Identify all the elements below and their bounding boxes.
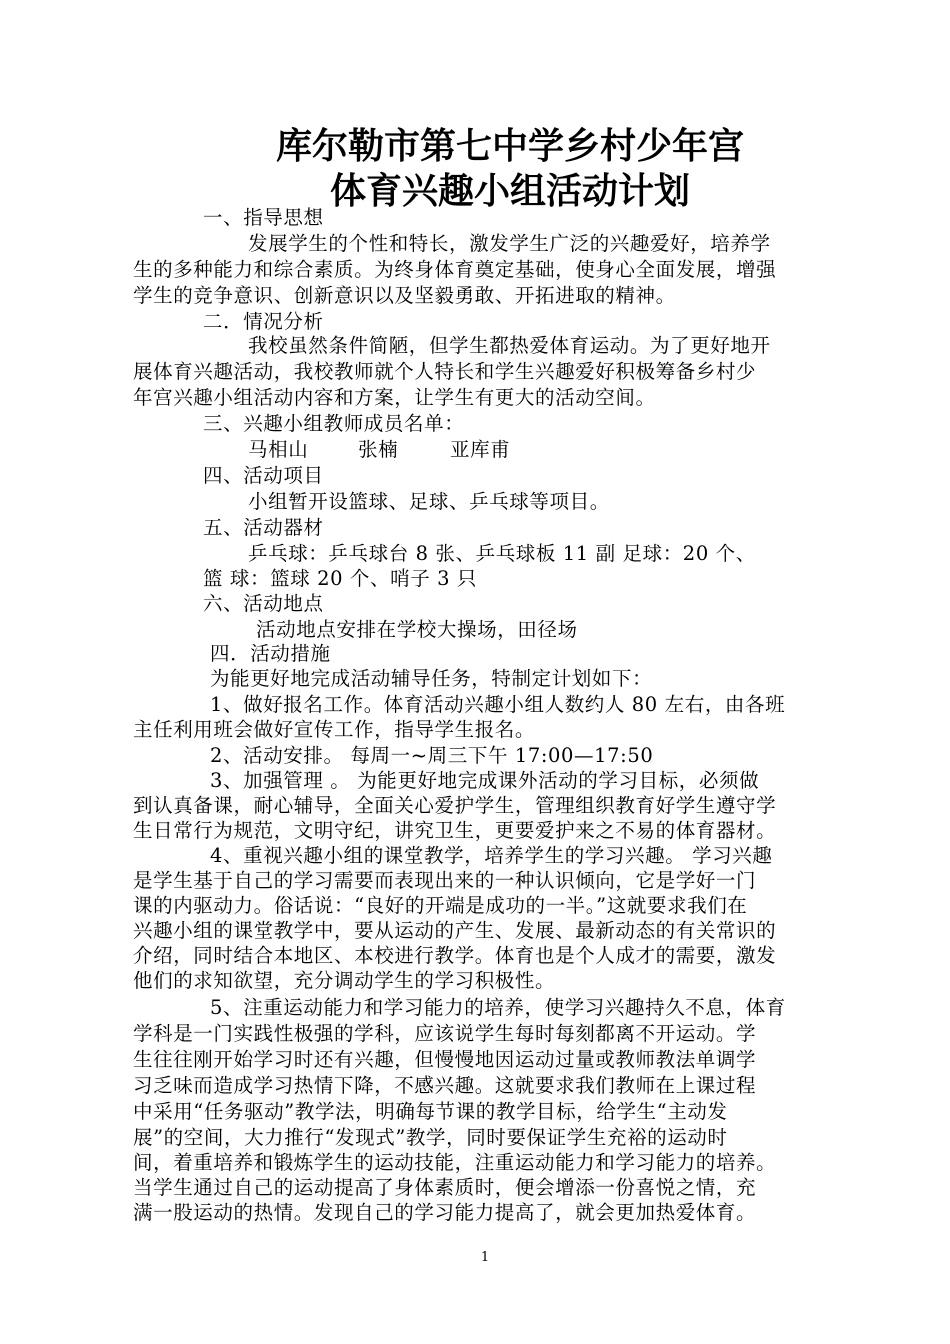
measure-5: 中采用“任务驱动”教学法，明确每节课的教学目标，给学生“主动发 [133,1100,728,1123]
measure-4: 4、重视兴趣小组的课堂教学，培养学生的学习兴趣。 学习兴趣 [210,844,773,867]
measure-5: 生往往刚开始学习时还有兴趣，但慢慢地因运动过量或教师教法单调学 [133,1048,757,1071]
section-1-heading: 一、指导思想 [203,206,324,229]
measure-5: 间，着重培养和锻炼学生的运动技能，注重运动能力和学习能力的培养。 [133,1151,777,1174]
section-6-heading: 六、活动地点 [203,592,324,615]
section-5-text: 乒乓球：乒乓球台 8 张、乒乓球板 11 副 足球：20 个、 [248,542,756,565]
section-4-text: 小组暂开设篮球、足球、乒乓球等项目。 [248,490,610,513]
page-number: 1 [480,1250,490,1265]
measure-5: 学科是一门实践性极强的学科，应该说学生每时每刻都离不开运动。学 [133,1022,757,1045]
measure-4: 课的内驱动力。俗话说：“良好的开端是成功的一半。”这就要求我们在 [133,894,748,917]
section-7-heading: 四．活动措施 [210,642,331,665]
section-3-heading: 三、兴趣小组教师成员名单： [203,412,465,435]
measure-4: 介绍，同时结合本地区、本校进行教学。体育也是个人成才的需要，激发 [133,944,777,967]
section-2-text: 年宫兴趣小组活动内容和方案，让学生有更大的活动空间。 [133,386,656,409]
measure-1: 1、做好报名工作。体育活动兴趣小组人数约人 80 左右，由各班 [210,693,786,716]
measure-2: 2、活动安排。 每周一~周三下午 17:00—17:50 [210,744,654,767]
section-1-text: 生的多种能力和综合素质。为终身体育奠定基础，使身心全面发展，增强 [133,258,777,281]
section-7-intro: 为能更好地完成活动辅导任务，特制定计划如下： [210,667,653,690]
section-5-text: 篮 球：篮球 20 个、哨子 3 只 [203,567,478,590]
measure-4: 是学生基于自己的学习需要而表现出来的一种认识倾向，它是学好一门 [133,869,757,892]
measure-3: 3、加强管理 。 为能更好地完成课外活动的学习目标，必须做 [210,769,760,792]
measure-5: 展”的空间，大力推行“发现式”教学，同时要保证学生充裕的运动时 [133,1126,728,1149]
section-6-text: 活动地点安排在学校大操场，田径场 [256,618,578,641]
member-name: 马相山 [248,438,309,461]
measure-5: 当学生通过自己的运动提高了身体素质时，便会增添一份喜悦之情，充 [133,1176,757,1199]
title-line-2: 体育兴趣小组活动计划 [329,170,690,212]
member-name: 张楠 [358,438,399,461]
section-4-heading: 四、活动项目 [203,464,324,487]
member-name: 亚库甫 [450,438,511,461]
section-5-heading: 五、活动器材 [203,516,324,539]
title-line-1: 库尔勒市第七中学乡村少年宫 [275,125,744,167]
measure-5: 满一股运动的热情。发现自己的学习能力提高了，就会更加热爱体育。 [133,1201,757,1224]
section-2-text: 展体育兴趣活动，我校教师就个人特长和学生兴趣爱好积极筹备乡村少 [133,360,757,383]
section-1-text: 发展学生的个性和特长，激发学生广泛的兴趣爱好，培养学 [248,232,771,255]
measure-5: 习乏味而造成学习热情下降，不感兴趣。这就要求我们教师在上课过程 [133,1074,757,1097]
measure-4: 他们的求知欲望，充分调动学生的学习积极性。 [133,969,556,992]
measure-3: 生日常行为规范，文明守纪，讲究卫生，更要爱护来之不易的体育器材。 [133,819,777,842]
section-2-text: 我校虽然条件简陋，但学生都热爱体育运动。为了更好地开 [248,334,771,357]
measure-1: 主任利用班会做好宣传工作，指导学生报名。 [133,718,536,741]
measure-4: 兴趣小组的课堂教学中，要从运动的产生、发展、最新动态的有关常识的 [133,919,777,942]
section-2-heading: 二．情况分析 [203,310,324,333]
measure-5: 5、注重运动能力和学习能力的培养，使学习兴趣持久不息，体育 [210,996,786,1019]
measure-3: 到认真备课，耐心辅导，全面关心爱护学生，管理组织教育好学生遵守学 [133,794,777,817]
section-1-text: 学生的竞争意识、创新意识以及坚毅勇敢、开拓进取的精神。 [133,284,676,307]
